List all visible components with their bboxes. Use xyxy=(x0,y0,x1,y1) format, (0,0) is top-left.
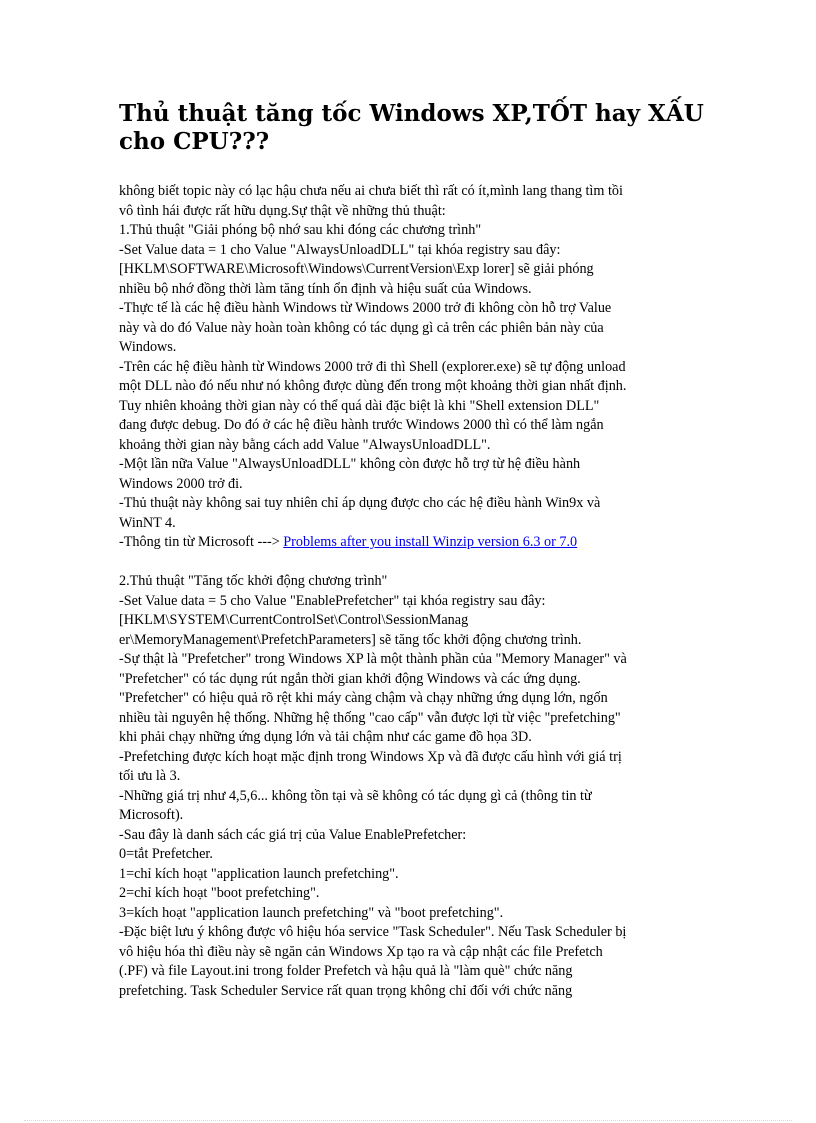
text-line: -Thực tế là các hệ điều hành Windows từ Windows 2000 trở đi không còn hỗ trợ Value xyxy=(119,300,612,316)
text-line: khi phải chạy những ứng dụng lớn và tải chậm như các game đồ họa 3D. xyxy=(119,729,532,745)
microsoft-info-line xyxy=(119,533,719,553)
text-line: tối ưu là 3. xyxy=(119,768,181,784)
text-line: nhiều tài nguyên hệ thống. Những hệ thống "cao cấp" vẫn được lợi từ việc "prefetching" xyxy=(119,709,621,726)
text-line: -Một lần nữa Value "AlwaysUnloadDLL" không còn được hỗ trợ từ hệ điều hành xyxy=(119,456,581,472)
text-line: "Prefetcher" có hiệu quả rõ rệt khi máy càng chậm và chạy những ứng dụng lớn, ngốn xyxy=(119,690,608,706)
text-line: WinNT 4. xyxy=(119,514,176,531)
text-line: -Những giá trị như 4,5,6... không tồn tại và sẽ không có tác dụng gì cả (thông tin từ xyxy=(119,787,592,804)
text-line: [HKLM\SYSTEM\CurrentControlSet\Control\SessionManag xyxy=(119,612,469,628)
text-line: 1=chỉ kích hoạt "application launch prefetching". xyxy=(119,865,399,882)
text-line: -Sự thật là "Prefetcher" trong Windows XP là một thành phần của "Memory Manager" và xyxy=(119,651,627,667)
text-line: 1.Thủ thuật "Giải phóng bộ nhớ sau khi đóng các chương trình" xyxy=(119,222,482,238)
text-line: (.PF) và file Layout.ini trong folder Prefetch và hậu quả là "làm què" chức năng xyxy=(119,963,573,979)
text-line: -Set Value data = 1 cho Value "AlwaysUnloadDLL" tại khóa registry sau đây: xyxy=(119,241,561,258)
text-line: vô tình hái được rất hữu dụng.Sự thật về những thủ thuật: xyxy=(119,202,446,219)
section-1-text xyxy=(119,182,719,533)
text-line: khoảng thời gian này bằng cách add Value "AlwaysUnloadDLL". xyxy=(119,436,491,453)
text-line: Microsoft). xyxy=(119,807,184,823)
text-line: vô hiệu hóa thì điều này sẽ ngăn cản Windows Xp tạo ra và cập nhật các file Prefetch xyxy=(119,943,603,960)
text-line: không biết topic này có lạc hậu chưa nếu ai chưa biết thì rất có ít,mình lang thang tìm tồi xyxy=(119,183,623,199)
text-line: "Prefetcher" có tác dụng rút ngắn thời gian khởi động Windows và các ứng dụng. xyxy=(119,670,581,687)
text-line: Windows 2000 trở đi. xyxy=(119,475,243,492)
text-line: 3=kích hoạt "application launch prefetching" và "boot prefetching". xyxy=(119,904,504,921)
document-title: Thủ thuật tăng tốc Windows XP,TỐT hay XẤU cho CPU??? xyxy=(119,100,704,155)
text-line: nhiều bộ nhớ đồng thời làm tăng tính ổn định và hiệu suất của Windows. xyxy=(119,280,532,297)
microsoft-info-prefix: -Thông tin từ Microsoft ---> xyxy=(119,534,280,550)
text-line: -Thủ thuật này không sai tuy nhiên chỉ áp dụng được cho các hệ điều hành Win9x và xyxy=(119,495,601,511)
microsoft-kb-link[interactable]: Problems after you install Winzip version 6.3 or 7.0 xyxy=(283,534,578,550)
text-line: 2.Thủ thuật "Tăng tốc khởi động chương trình" xyxy=(119,573,388,589)
page-bottom-divider xyxy=(24,1120,792,1121)
paragraph-gap xyxy=(119,553,719,573)
text-line: -Prefetching được kích hoạt mặc định trong Windows Xp và đã được cấu hình với giá trị xyxy=(119,748,622,765)
text-line: [HKLM\SOFTWARE\Microsoft\Windows\CurrentVersion\Exp lorer] sẽ giải phóng xyxy=(119,261,594,277)
text-line: prefetching. Task Scheduler Service rất quan trọng không chỉ đối với chức năng xyxy=(119,982,573,999)
text-line: một DLL nào đó nếu như nó không được dùng đến trong một khoảng thời gian nhất định. xyxy=(119,378,627,394)
text-line: Windows. xyxy=(119,339,177,355)
text-line: Tuy nhiên khoảng thời gian này có thể quá dài đặc biệt là khi "Shell extension DLL" xyxy=(119,397,600,414)
text-line: -Đặc biệt lưu ý không được vô hiệu hóa service "Task Scheduler". Nếu Task Scheduler bị xyxy=(119,924,627,940)
document-body xyxy=(119,182,719,1001)
text-line: -Sau đây là danh sách các giá trị của Value EnablePrefetcher: xyxy=(119,826,467,843)
text-line: -Trên các hệ điều hành từ Windows 2000 trở đi thì Shell (explorer.exe) sẽ tự động unload xyxy=(119,358,626,375)
text-line: -Set Value data = 5 cho Value "EnablePrefetcher" tại khóa registry sau đây: xyxy=(119,592,546,609)
text-line: er\MemoryManagement\PrefetchParameters] sẽ tăng tốc khởi động chương trình. xyxy=(119,631,582,648)
text-line: đang được debug. Do đó ở các hệ điều hành trước Windows 2000 thì có thể làm ngắn xyxy=(119,417,604,433)
text-line: 0=tắt Prefetcher. xyxy=(119,846,213,862)
section-2-text xyxy=(119,572,719,1001)
text-line: 2=chỉ kích hoạt "boot prefetching". xyxy=(119,885,320,901)
text-line: này và do đó Value này hoàn toàn không có tác dụng gì cả trên các phiên bản này của xyxy=(119,319,604,336)
